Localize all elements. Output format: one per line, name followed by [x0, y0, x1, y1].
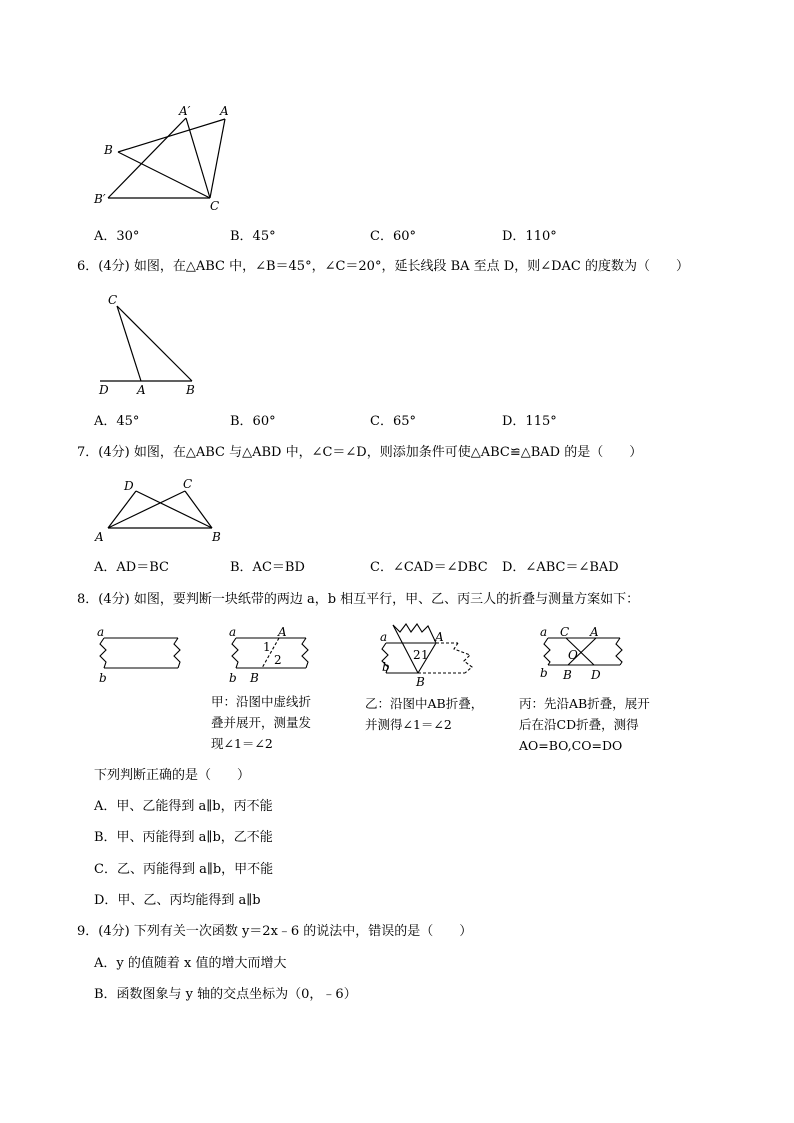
caption-line: 丙：先沿AB折叠，展开 [519, 696, 650, 711]
q8-fig3-label-big-b: B [416, 675, 425, 689]
q6-label-a: A [137, 383, 146, 397]
q8-fig4-label-d: D [591, 668, 601, 682]
q9-stem: 9．(4分) 下列有关一次函数 y＝2x﹣6 的说法中，错误的是（ ） [77, 924, 473, 939]
q8-fig4-label-c: C [560, 625, 570, 639]
caption-line: 乙：沿图中AB折叠， [365, 696, 484, 711]
q8-fig4-label-big-a: A [590, 625, 599, 639]
q8-fig2-label-big-a: A [278, 625, 287, 639]
q7-option-c: C．∠CAD＝∠DBC [370, 560, 488, 575]
q8-question: 下列判断正确的是（ ） [94, 768, 251, 783]
q8-option-b: B．甲、丙能得到 a∥b，乙不能 [94, 830, 273, 845]
q5-label-a-prime: A′ [179, 104, 191, 118]
q6-option-a: A．45° [94, 414, 140, 429]
q6-label-b: B [186, 383, 195, 397]
q5-label-b-prime: B′ [94, 192, 106, 206]
caption-line: 叠并展开，测量发 [211, 715, 312, 730]
q8-fig3-label-1: 1 [421, 648, 429, 662]
q7-option-d: D．∠ABC＝∠BAD [502, 560, 619, 575]
q8-fig1-label-b: b [99, 671, 107, 685]
q8-fig4-label-a: a [540, 625, 548, 639]
caption-line: 现∠1＝∠2 [211, 736, 273, 751]
q5-label-b: B [104, 143, 113, 157]
q7-stem: 7．(4分) 如图，在△ABC 与△ABD 中，∠C＝∠D，则添加条件可使△ABC≌△BAD 的是（ ） [77, 445, 643, 460]
q7-label-b: B [212, 530, 221, 544]
q5-option-a: A．30° [94, 229, 140, 244]
q8-stem: 8．(4分) 如图，要判断一块纸带的两边 a，b 相互平行，甲、乙、丙三人的折叠与测量方案如下： [77, 592, 640, 607]
q8-fig4-label-b: b [540, 666, 548, 680]
q7-label-a: A [95, 530, 104, 544]
q8-fig2-label-big-b: B [250, 671, 259, 685]
q8-option-c: C．乙、丙能得到 a∥b，甲不能 [94, 862, 274, 877]
q5-label-a: A [220, 104, 229, 118]
q5-option-b: B．45° [230, 229, 276, 244]
q8-fig3-label-2: 2 [413, 648, 421, 662]
caption-line: 后在沿CD折叠，测得 [519, 717, 639, 732]
q8-fig2-label-a: a [229, 625, 237, 639]
q8-fig1-label-a: a [97, 625, 105, 639]
q8-fig4-label-big-b: B [563, 668, 572, 682]
caption-line: 甲：沿图中虚线折 [211, 694, 312, 709]
q7-option-a: A．AD＝BC [94, 560, 169, 575]
q7-label-c: C [183, 477, 193, 491]
q8-fig3-caption [365, 693, 483, 735]
q6-label-c: C [108, 293, 118, 307]
q8-fig2-label-b: b [229, 671, 237, 685]
caption-line: 并测得∠1＝∠2 [365, 717, 452, 732]
q8-fig3-label-big-a: A [435, 630, 444, 644]
q8-option-a: A．甲、乙能得到 a∥b，丙不能 [94, 799, 273, 814]
q7-label-d: D [124, 479, 134, 493]
q6-stem: 6．(4分) 如图，在△ABC 中，∠B＝45°，∠C＝20°，延长线段 BA 至点 D，则∠DAC 的度数为（ ） [77, 259, 689, 274]
q8-fig4-caption [519, 693, 650, 756]
q8-fig2-label-2: 2 [274, 653, 282, 667]
q6-option-d: D．115° [502, 414, 557, 429]
q8-fig2-label-1: 1 [263, 640, 271, 654]
q8-fig2-caption [211, 691, 311, 754]
q8-fig3-label-a: a [380, 630, 388, 644]
q7-option-b: B．AC＝BD [230, 560, 305, 575]
q5-label-c: C [210, 199, 220, 213]
q8-fig4-label-o: O [568, 648, 578, 662]
q9-option-a: A．y 的值随着 x 值的增大而增大 [94, 956, 287, 971]
q6-label-d: D [99, 383, 109, 397]
q8-option-d: D．甲、乙、丙均能得到 a∥b [94, 893, 261, 908]
q8-fig3-label-b: b [382, 660, 390, 674]
q6-option-b: B．60° [230, 414, 276, 429]
q9-option-b: B．函数图象与 y 轴的交点坐标为（0，﹣6） [94, 987, 357, 1002]
q6-option-c: C．65° [370, 414, 416, 429]
q5-option-c: C．60° [370, 229, 416, 244]
q5-option-d: D．110° [502, 229, 557, 244]
caption-line: AO=BO,CO=DO [519, 738, 623, 753]
